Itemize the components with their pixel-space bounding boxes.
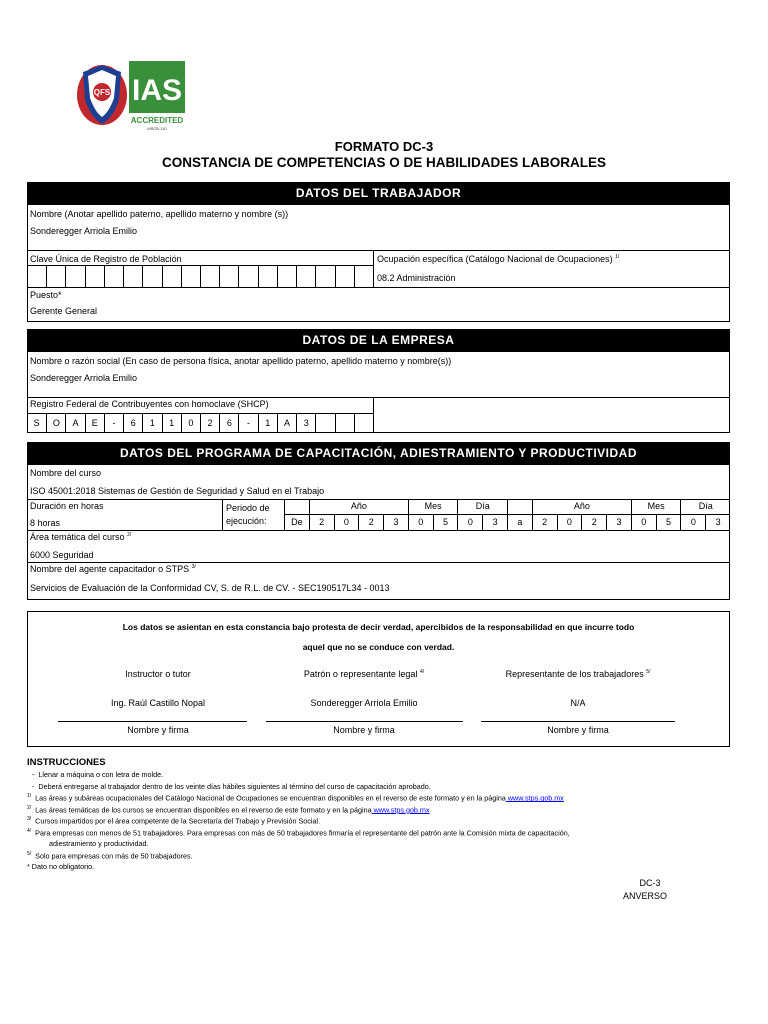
- date-digit-cell[interactable]: 5: [656, 514, 681, 530]
- rfc-cell[interactable]: 6: [123, 413, 142, 433]
- rfc-cell[interactable]: [354, 413, 373, 433]
- stps-link[interactable]: www.stps.gob.mx: [371, 804, 430, 814]
- execution-period[interactable]: [284, 499, 730, 530]
- logo: [75, 58, 187, 132]
- date-digit-cell[interactable]: 3: [482, 514, 507, 530]
- divider: [373, 397, 374, 433]
- instruction-text: Solo para empresas con más de 50 trabajadores.: [35, 850, 193, 860]
- date-digit-cell[interactable]: 0: [680, 514, 705, 530]
- instruction-text: Las áreas temáticas de los cursos se encuentran disponibles en el reverso de este formato y en la página: [35, 804, 372, 814]
- course-label: Nombre del curso: [30, 468, 102, 478]
- curp-cell[interactable]: [46, 265, 65, 287]
- date-digit-cell[interactable]: 2: [358, 514, 383, 530]
- stps-link[interactable]: www.stps.gob.mx: [505, 793, 564, 803]
- date-header: Día: [457, 499, 507, 514]
- divider: [27, 397, 730, 398]
- divider: [222, 499, 223, 530]
- duration-label: Duración en horas: [30, 501, 104, 511]
- rfc-label: Registro Federal de Contribuyentes con homoclave (SHCP): [30, 399, 269, 409]
- svg-text:QFS: QFS: [93, 88, 111, 97]
- curp-cell[interactable]: [85, 265, 104, 287]
- course-value[interactable]: ISO 45001:2018 Sistemas de Gestión de Seguridad y Salud en el Trabajo: [30, 486, 325, 496]
- rfc-cell[interactable]: O: [46, 413, 65, 433]
- curp-cell[interactable]: [104, 265, 123, 287]
- date-digit-cell[interactable]: 0: [408, 514, 433, 530]
- instruction-marker: 5/: [27, 850, 32, 857]
- date-digit-cell[interactable]: 0: [334, 514, 359, 530]
- curp-field[interactable]: [27, 265, 373, 287]
- agent-label: Nombre del agente capacitador o STPS $^{3/}$: [30, 564, 196, 574]
- rfc-field[interactable]: [27, 413, 373, 433]
- curp-cell[interactable]: [65, 265, 84, 287]
- curp-cell[interactable]: [296, 265, 315, 287]
- section-program: DATOS DEL PROGRAMA DE CAPACITACIÓN, ADIESTRAMIENTO Y PRODUCTIVIDAD: [27, 442, 730, 464]
- instruction-item: [27, 828, 570, 837]
- date-connector: a: [507, 514, 532, 530]
- qfs-shield-icon: [75, 58, 187, 132]
- sign-label: Nombre y firma: [127, 725, 189, 735]
- footer-side: ANVERSO: [622, 891, 667, 901]
- section-company: DATOS DE LA EMPRESA: [27, 329, 730, 351]
- period-label: Periodo de: [226, 503, 270, 513]
- protest-statement: Los datos se asientan en esta constancia bajo protesta de decir verdad, apercibidos de la responsabilidad en que incurre todo: [122, 622, 635, 632]
- footer-code: DC-3: [639, 878, 661, 888]
- instruction-item: [27, 851, 193, 860]
- sign-label: Nombre y firma: [547, 725, 609, 735]
- employer-title: Patrón o representante legal $^{4/}$: [303, 669, 425, 679]
- instruction-marker: 2/: [27, 804, 32, 811]
- instruction-marker: -: [32, 781, 35, 791]
- instruction-marker: 3/: [27, 816, 32, 822]
- instruction-text: adiestramiento y productividad.: [49, 839, 149, 848]
- date-digit-cell[interactable]: 5: [433, 514, 458, 530]
- rfc-cell[interactable]: 0: [181, 413, 200, 433]
- curp-cell[interactable]: [123, 265, 142, 287]
- curp-cell[interactable]: [354, 265, 373, 287]
- curp-cell[interactable]: [315, 265, 334, 287]
- rfc-cell[interactable]: 2: [200, 413, 219, 433]
- form-title: FORMATO DC-3: [334, 139, 434, 154]
- program-box: [27, 464, 730, 600]
- curp-cell[interactable]: [200, 265, 219, 287]
- protest-statement: aquel que no se conduce con verdad.: [302, 642, 455, 652]
- curp-cell[interactable]: [219, 265, 238, 287]
- instructions-title: INSTRUCCIONES: [27, 757, 106, 768]
- date-header-blank: [284, 499, 309, 514]
- worker-name-value[interactable]: Sonderegger Arriola Emilio: [30, 226, 138, 236]
- date-header: Mes: [408, 499, 458, 514]
- instructor-name[interactable]: Ing. Raúl Castillo Nopal: [110, 698, 206, 708]
- instruction-text: Para empresas con menos de 51 trabajadores. Para empresas con más de 50 trabajadores firmaría el representante del patrón ante la Comisión mixta de capacitación,: [35, 827, 570, 837]
- rfc-cell[interactable]: 1: [162, 413, 181, 433]
- date-digit-cell[interactable]: 0: [631, 514, 656, 530]
- instruction-text: Llenar a máquina o con letra de molde.: [38, 770, 164, 779]
- area-label: Área temática del curso $^{2/}$: [30, 532, 132, 542]
- instruction-item: [32, 782, 431, 791]
- workers-rep-name[interactable]: N/A: [570, 698, 586, 708]
- curp-cell[interactable]: [181, 265, 200, 287]
- date-header: Año: [309, 499, 408, 514]
- date-digit-cell[interactable]: 0: [557, 514, 582, 530]
- signature-line: [266, 721, 463, 722]
- instruction-marker: -: [32, 770, 35, 779]
- rfc-cell[interactable]: 1: [258, 413, 277, 433]
- form-subtitle: CONSTANCIA DE COMPETENCIAS O DE HABILIDADES LABORALES: [161, 155, 607, 170]
- workers-rep-title: Representante de los trabajadores $^{5/}$: [505, 669, 651, 679]
- instruction-text: * Dato no obligatorio.: [27, 862, 95, 871]
- date-digit-cell[interactable]: 2: [532, 514, 557, 530]
- instruction-item: [27, 805, 430, 814]
- instruction-item: [27, 793, 564, 802]
- svg-text:MSCB-110: MSCB-110: [147, 126, 167, 131]
- position-label: Puesto*: [30, 290, 62, 300]
- date-digit-cell[interactable]: 3: [383, 514, 408, 530]
- period-label: ejecución:: [226, 516, 267, 526]
- divider: [373, 250, 374, 287]
- date-header-blank: [507, 499, 532, 514]
- divider: [27, 562, 730, 563]
- signature-line: [481, 721, 675, 722]
- curp-cell[interactable]: [277, 265, 296, 287]
- duration-value[interactable]: 8 horas: [30, 518, 61, 528]
- instruction-item: [32, 770, 163, 779]
- occupation-value[interactable]: 08.2 Administración: [377, 273, 456, 283]
- instruction-text: Deberá entregarse al trabajador dentro de los veinte días hábiles siguientes al término del curso de capacitación aprobado.: [38, 781, 431, 791]
- date-digit-cell[interactable]: 2: [309, 514, 334, 530]
- curp-cell[interactable]: [162, 265, 181, 287]
- curp-cell[interactable]: [142, 265, 161, 287]
- company-name-value[interactable]: Sonderegger Arriola Emilio: [30, 373, 138, 383]
- instructor-title: Instructor o tutor: [125, 669, 191, 679]
- occupation-label: Ocupación específica (Catálogo Nacional de Ocupaciones) $^{1/}$: [377, 254, 620, 264]
- area-value[interactable]: 6000 Seguridad: [30, 550, 94, 560]
- instruction-text: Cursos impartidos por el área competente de la Secretaría del Trabajo y Previsión Social.: [35, 816, 321, 826]
- rfc-cell[interactable]: E: [85, 413, 104, 433]
- date-digit-cell[interactable]: 3: [705, 514, 730, 530]
- instruction-item: [49, 839, 148, 848]
- signature-line: [58, 721, 247, 722]
- company-name-label: Nombre o razón social (En caso de persona física, anotar apellido paterno, apellido materno y nombre(s)): [30, 356, 452, 366]
- rfc-cell[interactable]: [335, 413, 354, 433]
- date-connector: De: [284, 514, 309, 530]
- rfc-cell[interactable]: [315, 413, 334, 433]
- date-digit-cell[interactable]: 3: [606, 514, 631, 530]
- instruction-marker: 4/: [27, 827, 32, 834]
- position-value[interactable]: Gerente General: [30, 306, 98, 316]
- curp-cell[interactable]: [335, 265, 354, 287]
- instruction-item: [27, 862, 94, 871]
- curp-cell[interactable]: [258, 265, 277, 287]
- svg-text:ACCREDITED: ACCREDITED: [130, 116, 184, 125]
- instruction-marker: 1/: [27, 793, 32, 799]
- divider: [27, 250, 730, 251]
- date-header: Mes: [631, 499, 681, 514]
- sign-label: Nombre y firma: [333, 725, 395, 735]
- rfc-cell[interactable]: A: [277, 413, 296, 433]
- rfc-cell[interactable]: 6: [219, 413, 238, 433]
- instruction-text: Las áreas y subáreas ocupacionales del Catálogo Nacional de Ocupaciones se encuentran disponibles en el reverso de este formato y en la página: [35, 793, 506, 803]
- rfc-cell[interactable]: -: [104, 413, 123, 433]
- date-digit-cell[interactable]: 2: [581, 514, 606, 530]
- employer-name[interactable]: Sonderegger Arriola Emilio: [310, 698, 418, 708]
- curp-label: Clave Única de Registro de Población: [30, 254, 182, 264]
- rfc-cell[interactable]: 3: [296, 413, 315, 433]
- section-worker: DATOS DEL TRABAJADOR: [27, 182, 730, 204]
- divider: [27, 530, 730, 531]
- date-digit-cell[interactable]: 0: [457, 514, 482, 530]
- agent-value[interactable]: Servicios de Evaluación de la Conformidad CV, S. de R.L. de CV. - SEC190517L34 - 0013: [30, 583, 390, 593]
- date-header: Año: [532, 499, 631, 514]
- rfc-cell[interactable]: A: [65, 413, 84, 433]
- instruction-item: [27, 816, 320, 825]
- divider: [27, 287, 730, 288]
- rfc-cell[interactable]: -: [238, 413, 257, 433]
- date-header: Día: [680, 499, 730, 514]
- curp-cell[interactable]: [238, 265, 257, 287]
- worker-name-label: Nombre (Anotar apellido paterno, apellido materno y nombre (s)): [30, 209, 289, 219]
- svg-text:IAS: IAS: [131, 74, 183, 107]
- rfc-cell[interactable]: 1: [142, 413, 161, 433]
- rfc-cell[interactable]: S: [33, 418, 40, 428]
